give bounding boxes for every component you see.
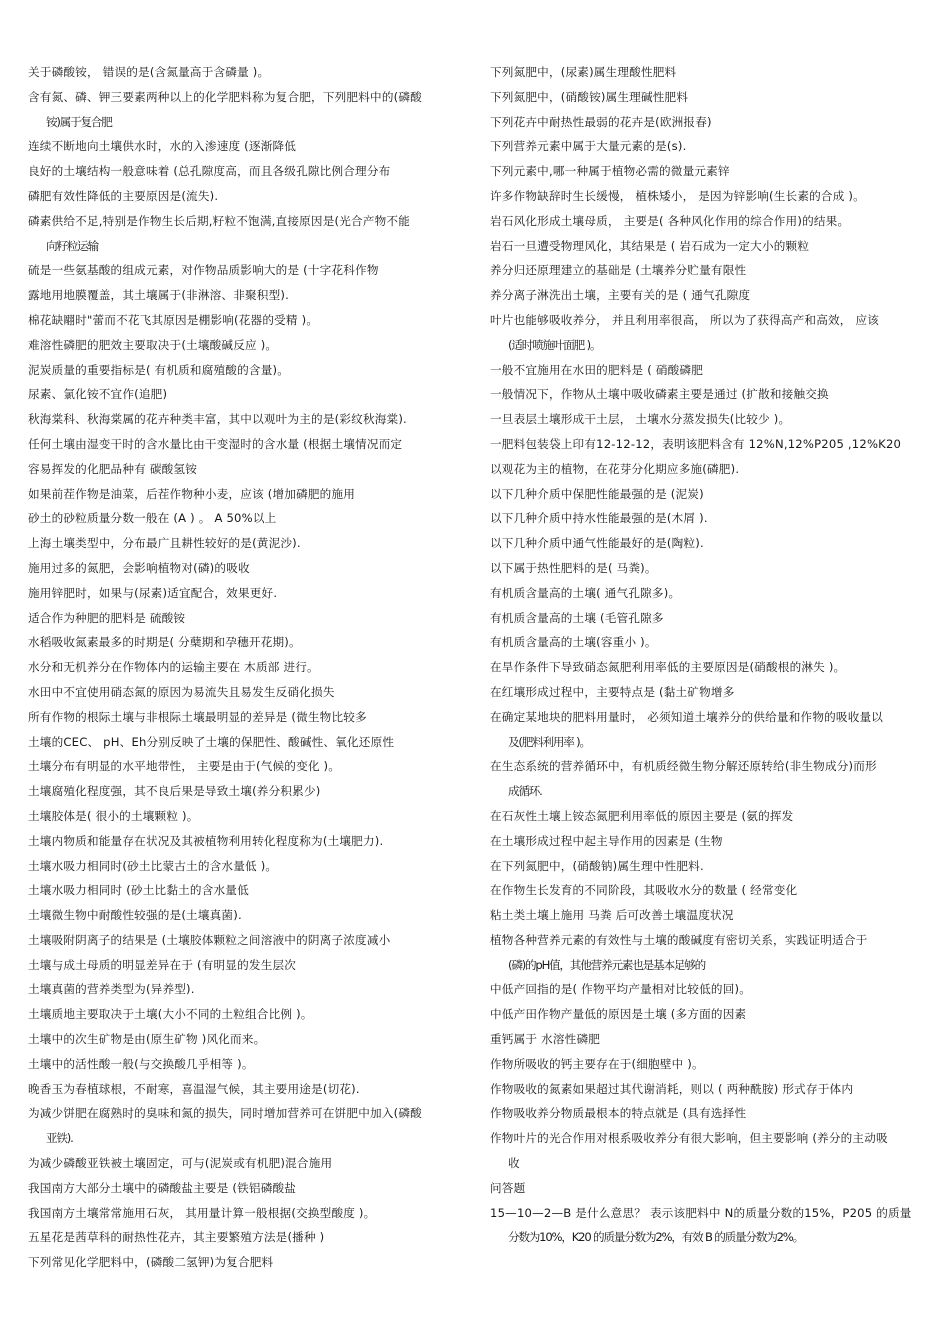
text-line: 含有氮、磷、钾三要素两种以上的化学肥料称为复合肥，下列肥料中的(磷酸	[28, 89, 422, 104]
right-text-column	[490, 60, 922, 1250]
text-line: 土壤水吸力相同时 (砂土比黏土的含水量低	[28, 883, 249, 898]
text-line: 为减少磷酸亚铁被土壤固定，可与(泥炭或有机肥)混合施用	[28, 1156, 333, 1171]
text-line: 关于磷酸铵， 错误的是(含氮量高于含磷量 )。	[28, 65, 270, 79]
text-line: 土壤与成土母质的明显差异在于 (有明显的发生层次	[28, 957, 297, 972]
text-line: 土壤吸附阴离子的结果是 (土壤胶体颗粒之间溶液中的阴离子浓度减小	[28, 932, 391, 947]
text-line: 以下几种介质中通气性能最好的是(陶粒).	[490, 536, 704, 551]
text-line: 有机质含量高的土壤 (毛管孔隙多	[490, 610, 664, 625]
text-line: 有机质含量高的土壤(容重小 )。	[490, 635, 657, 650]
text-line-continuation: (适时喷施叶面肥 )。	[508, 337, 601, 352]
text-line: 下列营养元素中属于大量元素的是(s).	[490, 139, 687, 154]
text-line: 棉花缺翢时"蕾而不花飞其原因是棚影响(花器的受精 )。	[28, 312, 319, 327]
text-line: 中低产回指的是( 作物平均产量相对比较低的回)。	[490, 982, 752, 997]
text-line: 土壤质地主要取决于土壤(大小不同的土粒组合比例 )。	[28, 1007, 313, 1022]
text-line: 土壤内物质和能量存在状况及其被植物利用转化程度称为(土壤肥力).	[28, 833, 384, 848]
text-line: 下列氮肥中，(硝酸铵)属生理碱性肥料	[490, 89, 689, 104]
text-line-continuation: 成循环.	[508, 784, 542, 799]
text-line: 叶片也能够吸收养分， 并且利用率很高， 所以为了获得高产和高效， 应该	[490, 312, 880, 327]
text-line: 水田中不宜使用硝态氮的原因为易流失且易发生反硝化损失	[28, 684, 335, 699]
text-line: 在土壤形成过程中起主导作用的因素是 (生物	[490, 833, 723, 848]
text-line: 下列氮肥中，(尿素)属生理酸性肥料	[490, 65, 677, 79]
text-line: 养分离子淋洗出土壤，主要有关的是 ( 通气孔隙度	[490, 288, 751, 303]
text-line-continuation: 分数为10%，K20 的质量分数为2%，有效 B 的质量分数为2%。	[508, 1230, 803, 1245]
text-line: 为减少饼肥在腐熟时的臭味和氮的损失，同时增加营养可在饼肥中加入(磷酸	[28, 1106, 422, 1121]
text-line: 岩石一旦遭受物理风化，其结果是 ( 岩石成为一定大小的颗粒	[490, 238, 810, 253]
text-line: 如果前茬作物是油菜，后茬作物种小麦，应该 (增加磷肥的施用	[28, 486, 356, 501]
text-line: 连续不断地向土壤供水时，水的入渗速度 (逐渐降低	[28, 139, 297, 154]
text-line: 土壤中的次生矿物是由(原生矿物 )风化而来。	[28, 1032, 266, 1047]
text-line: 下列常见化学肥料中，(磷酸二氢钾)为复合肥料	[28, 1255, 274, 1270]
text-line: 以下几种介质中保肥性能最强的是 (泥炭)	[490, 486, 704, 501]
text-line: 在旱作条件下导致硝态氮肥利用率低的主要原因是(硝酸根的淋失 )。	[490, 660, 846, 675]
text-line: 一旦表层土壤形成干土层， 土壤水分蒸发损失(比较少 )。	[490, 412, 791, 427]
text-line: 适合作为种肥的肥料是 硫酸铵	[28, 610, 186, 625]
text-line: 土壤胶体是( 很小的土壤颗粒 )。	[28, 808, 199, 823]
text-line: 泥炭质量的重要指标是( 有机质和腐殖酸的含量)。	[28, 362, 290, 377]
text-line-continuation: (磷)的pH值，其他营养元素也是基本足够的	[508, 957, 706, 972]
text-line: 在下列氮肥中，(硝酸钠)属生理中性肥料.	[490, 858, 704, 873]
text-line: 我国南方大部分土壤中的磷酸盐主要是 (铁铝磷酸盐	[28, 1180, 297, 1195]
text-line: 在确定某地块的肥料用量时， 必须知道土壤养分的供给量和作物的吸收量以	[490, 709, 884, 724]
text-line: 植物各种营养元素的有效性与土壤的酸碱度有密切关系，实践证明适合于	[490, 932, 868, 947]
text-line-continuation: 铵)属于复合肥	[46, 114, 112, 129]
text-line: 所有作物的根际土壤与非根际土壤最明显的差异是 (微生物比较多	[28, 709, 367, 724]
left-text-column	[28, 60, 468, 1275]
text-line-continuation: 收	[508, 1156, 519, 1171]
text-line: 以下属于热性肥料的是( 马粪)。	[490, 560, 657, 575]
text-line: 施用锌肥时，如果与(尿素)适宜配合，效果更好.	[28, 585, 278, 600]
text-line: 土壤真菌的营养类型为(异养型).	[28, 982, 195, 997]
text-line: 一般不宜施用在水田的肥料是 ( 硝酸磷肥	[490, 362, 703, 377]
text-line: 15—10—2—B 是什么意思？ 表示该肥料中 N的质量分数的15%，P205 的质量	[490, 1205, 912, 1220]
text-line: 良好的土壤结构一般意味着 (总孔隙度高，而且各级孔隙比例合理分布	[28, 164, 391, 179]
text-line: 以下几种介质中持水性能最强的是(木屑 ).	[490, 511, 708, 526]
text-line: 养分归还原理建立的基础是 (土壤养分贮量有限性	[490, 263, 747, 278]
text-line: 在石灰性土壤上铵态氮肥利用率低的原因主要是 (氨的挥发	[490, 808, 794, 823]
text-line: 土壤微生物中耐酸性较强的是(土壤真菌).	[28, 908, 242, 923]
text-line: 磷素供给不足,特别是作物生长后期,籽粒不饱满,直接原因是(光合产物不能	[28, 213, 410, 228]
text-line: 作物吸收的氮素如果超过其代谢消耗，则以 ( 两种酰胺) 形式存于体内	[490, 1081, 854, 1096]
text-line: 土壤水吸力相同时(砂土比蒙古土的含水量低 )。	[28, 858, 278, 873]
text-line: 施用过多的氮肥，会影响植物对(磷)的吸收	[28, 560, 250, 575]
text-line: 以观花为主的植物，在花芽分化期应多施(磷肥).	[490, 461, 740, 476]
text-line: 土壤的CEC、 pH、Eh分别反映了土壤的保肥性、酸碱性、氧化还原性	[28, 734, 395, 749]
text-line: 中低产田作物产量低的原因是土壤 (多方面的因素	[490, 1007, 747, 1022]
text-line: 砂土的砂粒质量分数一般在 (A ) 。 A 50%以上	[28, 511, 277, 526]
text-line: 问答题	[490, 1180, 526, 1195]
text-line: 上海土壤类型中，分布最广且耕性较好的是(黄泥沙).	[28, 536, 301, 551]
text-line: 作物所吸收的钙主要存在于(细胞壁中 )。	[490, 1056, 704, 1071]
text-line: 水稻吸收氮素最多的时期是( 分蘖期和孕穗开花期)。	[28, 635, 301, 650]
text-line: 作物叶片的光合作用对根系吸收养分有很大影响，但主要影响 (养分的主动吸	[490, 1131, 888, 1146]
text-line: 磷肥有效性降低的主要原因是(流失).	[28, 188, 219, 203]
text-line-continuation: 亚铁).	[46, 1131, 73, 1146]
text-line: 容易挥发的化肥品种有 碳酸氢铵	[28, 461, 197, 476]
text-line: 重钙属于 水溶性磷肥	[490, 1032, 601, 1047]
text-line-continuation: 及(肥料利用率 )。	[508, 734, 590, 749]
text-line: 水分和无机养分在作物体内的运输主要在 木质部 进行。	[28, 660, 319, 675]
text-line: 我国南方土壤常常施用石灰， 其用量计算一般根据(交换型酸度 )。	[28, 1205, 376, 1220]
text-line: 作物吸收养分物质最根本的特点就是 (具有选择性	[490, 1106, 747, 1121]
text-line: 在红壤形成过程中，主要特点是 (黏土矿物增多	[490, 684, 735, 699]
text-line: 粘土类土壤上施用 马粪 后可改善土壤温度状况	[490, 908, 734, 923]
text-line: 许多作物缺辞时生长缓慢， 植株矮小， 是因为锌影响(生长素的合成 )。	[490, 188, 865, 203]
text-line: 晚香玉为春植球根，不耐寒，喜温湿气候，其主要用途是(切花).	[28, 1081, 360, 1096]
text-line: 硫是一些氨基酸的组成元素，对作物品质影响大的是 (十字花科作物	[28, 263, 379, 278]
text-line: 下列花卉中耐热性最弱的花卉是(欧洲报春)	[490, 114, 712, 129]
text-line: 五星花是茜草科的耐热性花卉，其主要繁殖方法是(播种 )	[28, 1230, 325, 1245]
text-line: 尿素、氯化铵不宜作(追肥)	[28, 387, 168, 402]
text-line: 在作物生长发育的不同阶段，其吸收水分的数量 ( 经常变化	[490, 883, 798, 898]
text-line: 有机质含量高的土壤( 通气孔隙多)。	[490, 585, 681, 600]
text-line: 露地用地膜覆盖，其土壤属于(非淋溶、非聚积型).	[28, 288, 290, 303]
text-line: 土壤腐殖化程度强，其不良后果是导致土壤(养分积累少)	[28, 784, 321, 799]
text-line: 土壤分布有明显的水平地带性， 主要是由于(气候的变化 )。	[28, 759, 341, 774]
text-line: 难溶性磷肥的肥效主要取决于(土壤酸碱反应 )。	[28, 337, 278, 352]
text-line: 在生态系统的营养循环中，有机质经微生物分解还原转给(非生物成分)而形	[490, 759, 877, 774]
text-line: 下列元素中,哪一种属于植物必需的微量元素锌	[490, 164, 730, 179]
text-line: 任何土壤由湿变干时的含水量比由干变湿时的含水量 (根据土壤情况而定	[28, 436, 403, 451]
text-line: 秋海棠科、秋海棠属的花卉种类丰富，其中以观叶为主的是(彩纹秋海棠).	[28, 412, 407, 427]
text-line: 土壤中的活性酸一般(与交换酸几乎相等 )。	[28, 1056, 254, 1071]
text-line: 一肥料包装袋上印有12-12-12，表明该肥料含有 12%N,12%P205 ,12%K20	[490, 436, 902, 451]
text-line: 一般情况下，作物从土壤中吸收磷素主要是通过 (扩散和接触交换	[490, 387, 829, 402]
text-line-continuation: 向籽粒运输	[46, 238, 98, 253]
text-line: 岩石风化形成土壤母质， 主要是( 各种风化作用的综合作用)的结果。	[490, 213, 850, 228]
